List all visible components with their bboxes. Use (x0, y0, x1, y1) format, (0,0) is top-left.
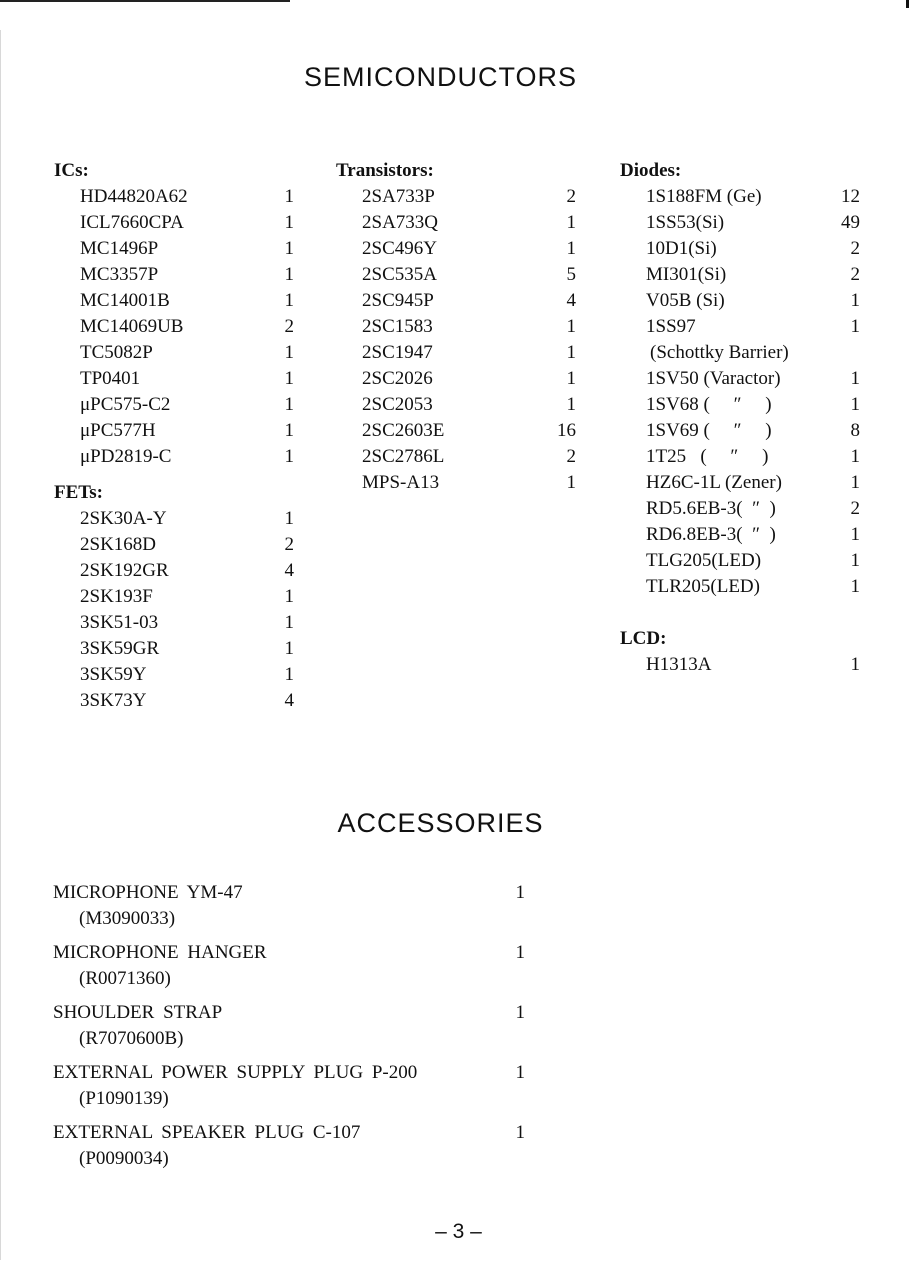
part-name: 2SK193F (80, 586, 153, 607)
part-name: 2SC2026 (362, 368, 433, 389)
part-qty: 2 (284, 316, 294, 337)
part-qty: 1 (566, 212, 576, 233)
list-item (54, 314, 294, 340)
list-item (54, 262, 294, 288)
accessory-part-number: (P0090034) (79, 1148, 169, 1169)
ics-list (54, 184, 294, 470)
list-item (54, 584, 294, 610)
list-item (53, 1000, 525, 1060)
fets-heading: FETs: (54, 482, 103, 503)
list-item (620, 392, 864, 418)
part-name: TLR205(LED) (646, 576, 760, 597)
list-item (54, 392, 294, 418)
list-item (620, 418, 864, 444)
list-item (336, 392, 576, 418)
list-item (336, 314, 576, 340)
list-item (620, 496, 864, 522)
part-name: 1SV69 ( ″ ) (646, 420, 772, 441)
part-name: 3SK59Y (80, 664, 147, 685)
transistors-column (336, 158, 576, 496)
list-item (336, 210, 576, 236)
part-qty: 1 (284, 638, 294, 659)
part-qty: 1 (284, 508, 294, 529)
ics-heading: ICs: (54, 160, 89, 181)
part-qty: 2 (566, 446, 576, 467)
list-item (336, 262, 576, 288)
diodes-lcd-column (620, 158, 864, 678)
part-name: 1SS97 (646, 316, 696, 337)
part-name: MC3357P (80, 264, 159, 285)
part-qty: 49 (841, 212, 860, 233)
list-item (620, 262, 864, 288)
part-name: 3SK51-03 (80, 612, 159, 633)
part-qty: 2 (850, 238, 860, 259)
part-name: 10D1(Si) (646, 238, 717, 259)
part-qty: 1 (284, 394, 294, 415)
part-qty: 4 (284, 690, 294, 711)
part-qty: 1 (850, 524, 860, 545)
list-item (54, 532, 294, 558)
list-item (336, 236, 576, 262)
part-name: μPD2819-C (80, 446, 172, 467)
part-name: 2SK168D (80, 534, 157, 555)
accessory-part-number: (R7070600B) (79, 1028, 184, 1049)
list-item (336, 444, 576, 470)
spacer (620, 600, 864, 626)
diodes-heading: Diodes: (620, 160, 682, 181)
part-qty: 2 (850, 264, 860, 285)
part-qty: 1 (566, 394, 576, 415)
part-qty: 12 (841, 186, 860, 207)
accessory-name: SHOULDER STRAP (53, 1002, 223, 1023)
part-qty: 2 (850, 498, 860, 519)
list-item (336, 366, 576, 392)
part-qty: 1 (566, 368, 576, 389)
list-item (54, 366, 294, 392)
part-qty: 1 (850, 316, 860, 337)
page-number: – 3 – (435, 1220, 482, 1243)
list-item (620, 236, 864, 262)
part-qty: 1 (566, 472, 576, 493)
part-qty (816, 340, 864, 366)
part-name: μPC575-C2 (80, 394, 171, 415)
list-item (53, 880, 525, 940)
part-name: 3SK73Y (80, 690, 147, 711)
part-name: μPC577H (80, 420, 156, 441)
part-qty: 1 (284, 342, 294, 363)
part-note: (Schottky Barrier) (650, 342, 789, 363)
list-item (620, 366, 864, 392)
part-qty: 1 (566, 342, 576, 363)
part-name: 1SS53(Si) (646, 212, 725, 233)
part-name: 2SC535A (362, 264, 437, 285)
accessory-qty: 1 (515, 882, 525, 903)
part-qty: 1 (850, 290, 860, 311)
part-name: MI301(Si) (646, 264, 727, 285)
part-qty: 1 (284, 446, 294, 467)
accessory-name: MICROPHONE YM-47 (53, 882, 243, 903)
semiconductors-title: SEMICONDUCTORS (303, 62, 578, 92)
diodes-list (620, 184, 864, 600)
part-qty: 1 (284, 586, 294, 607)
part-name: 2SK192GR (80, 560, 169, 581)
part-qty: 1 (566, 316, 576, 337)
part-name: 1SV50 (Varactor) (646, 368, 781, 389)
part-qty: 1 (850, 654, 860, 675)
list-item (620, 314, 864, 340)
list-item (53, 940, 525, 1000)
list-item (620, 184, 864, 210)
transistors-list (336, 184, 576, 496)
list-item (620, 210, 864, 236)
list-item (54, 610, 294, 636)
list-item (54, 184, 294, 210)
part-name: V05B (Si) (646, 290, 725, 311)
part-qty: 1 (284, 264, 294, 285)
scan-edge-line (0, 0, 290, 2)
part-name: MC14069UB (80, 316, 184, 337)
part-qty: 4 (566, 290, 576, 311)
list-item (53, 1120, 525, 1180)
list-item (620, 574, 864, 600)
list-item (620, 470, 864, 496)
part-qty: 1 (284, 238, 294, 259)
part-name: TC5082P (80, 342, 153, 363)
part-qty: 1 (284, 290, 294, 311)
ics-fets-column (54, 158, 294, 714)
accessory-part-number: (R0071360) (79, 968, 171, 989)
list-item (54, 506, 294, 532)
list-item (336, 288, 576, 314)
list-item-note (620, 340, 864, 366)
part-name: ICL7660CPA (80, 212, 184, 233)
list-item (336, 184, 576, 210)
part-qty: 1 (850, 394, 860, 415)
list-item (620, 522, 864, 548)
part-name: 2SC1947 (362, 342, 433, 363)
list-item (620, 288, 864, 314)
list-item (54, 288, 294, 314)
part-qty: 1 (284, 420, 294, 441)
list-item (620, 548, 864, 574)
part-qty: 4 (284, 560, 294, 581)
accessory-qty: 1 (515, 1002, 525, 1023)
part-qty: 5 (566, 264, 576, 285)
part-name: MC1496P (80, 238, 159, 259)
list-item (336, 418, 576, 444)
accessories-title: ACCESSORIES (337, 808, 544, 838)
part-qty: 1 (284, 212, 294, 233)
part-name: 2SC496Y (362, 238, 437, 259)
part-name: 2SC2053 (362, 394, 433, 415)
part-name: 2SA733Q (362, 212, 439, 233)
part-qty: 1 (850, 550, 860, 571)
list-item (54, 210, 294, 236)
part-qty: 1 (850, 576, 860, 597)
list-item (53, 1060, 525, 1120)
list-item (336, 470, 576, 496)
list-item (336, 340, 576, 366)
part-qty: 2 (566, 186, 576, 207)
part-name: HD44820A62 (80, 186, 188, 207)
transistors-heading: Transistors: (336, 160, 434, 181)
part-qty: 1 (284, 368, 294, 389)
list-item (54, 236, 294, 262)
part-qty: 1 (284, 612, 294, 633)
accessory-name: EXTERNAL SPEAKER PLUG C-107 (53, 1122, 361, 1143)
list-item (54, 418, 294, 444)
part-qty: 8 (850, 420, 860, 441)
part-name: 2SC1583 (362, 316, 433, 337)
part-qty: 1 (284, 186, 294, 207)
fets-list (54, 506, 294, 714)
accessory-qty: 1 (515, 1122, 525, 1143)
part-name: HZ6C-1L (Zener) (646, 472, 782, 493)
part-qty: 1 (850, 368, 860, 389)
part-name: 2SC2786L (362, 446, 445, 467)
scan-left-edge (0, 30, 1, 1260)
list-item (54, 636, 294, 662)
part-name: 2SK30A-Y (80, 508, 167, 529)
lcd-heading: LCD: (620, 628, 667, 649)
part-name: 1SV68 ( ″ ) (646, 394, 772, 415)
part-name: MC14001B (80, 290, 170, 311)
part-name: TP0401 (80, 368, 141, 389)
list-item (54, 662, 294, 688)
part-qty: 1 (566, 238, 576, 259)
part-qty: 16 (557, 420, 576, 441)
list-item (620, 444, 864, 470)
accessory-name: MICROPHONE HANGER (53, 942, 267, 963)
list-item (54, 444, 294, 470)
part-qty: 1 (850, 472, 860, 493)
list-item (620, 652, 864, 678)
part-name: 2SC945P (362, 290, 434, 311)
part-qty: 1 (284, 664, 294, 685)
part-name: MPS-A13 (362, 472, 440, 493)
list-item (54, 340, 294, 366)
accessory-part-number: (P1090139) (79, 1088, 169, 1109)
list-item (54, 558, 294, 584)
part-name: 3SK59GR (80, 638, 160, 659)
list-item (54, 688, 294, 714)
part-name: 1T25 ( ″ ) (646, 446, 769, 467)
accessory-qty: 1 (515, 942, 525, 963)
part-qty: 1 (850, 446, 860, 467)
part-name: H1313A (646, 654, 712, 675)
part-name: 1S188FM (Ge) (646, 186, 762, 207)
accessory-qty: 1 (515, 1062, 525, 1083)
part-name: 2SA733P (362, 186, 435, 207)
part-name: RD5.6EB-3( ″ ) (646, 498, 776, 519)
lcd-list (620, 652, 864, 678)
spacer (54, 470, 294, 480)
part-name: 2SC2603E (362, 420, 445, 441)
accessory-name: EXTERNAL POWER SUPPLY PLUG P-200 (53, 1062, 418, 1083)
part-name: RD6.8EB-3( ″ ) (646, 524, 776, 545)
part-qty: 2 (284, 534, 294, 555)
part-name: TLG205(LED) (646, 550, 762, 571)
accessory-part-number: (M3090033) (79, 908, 176, 929)
accessories-list (53, 880, 525, 1180)
